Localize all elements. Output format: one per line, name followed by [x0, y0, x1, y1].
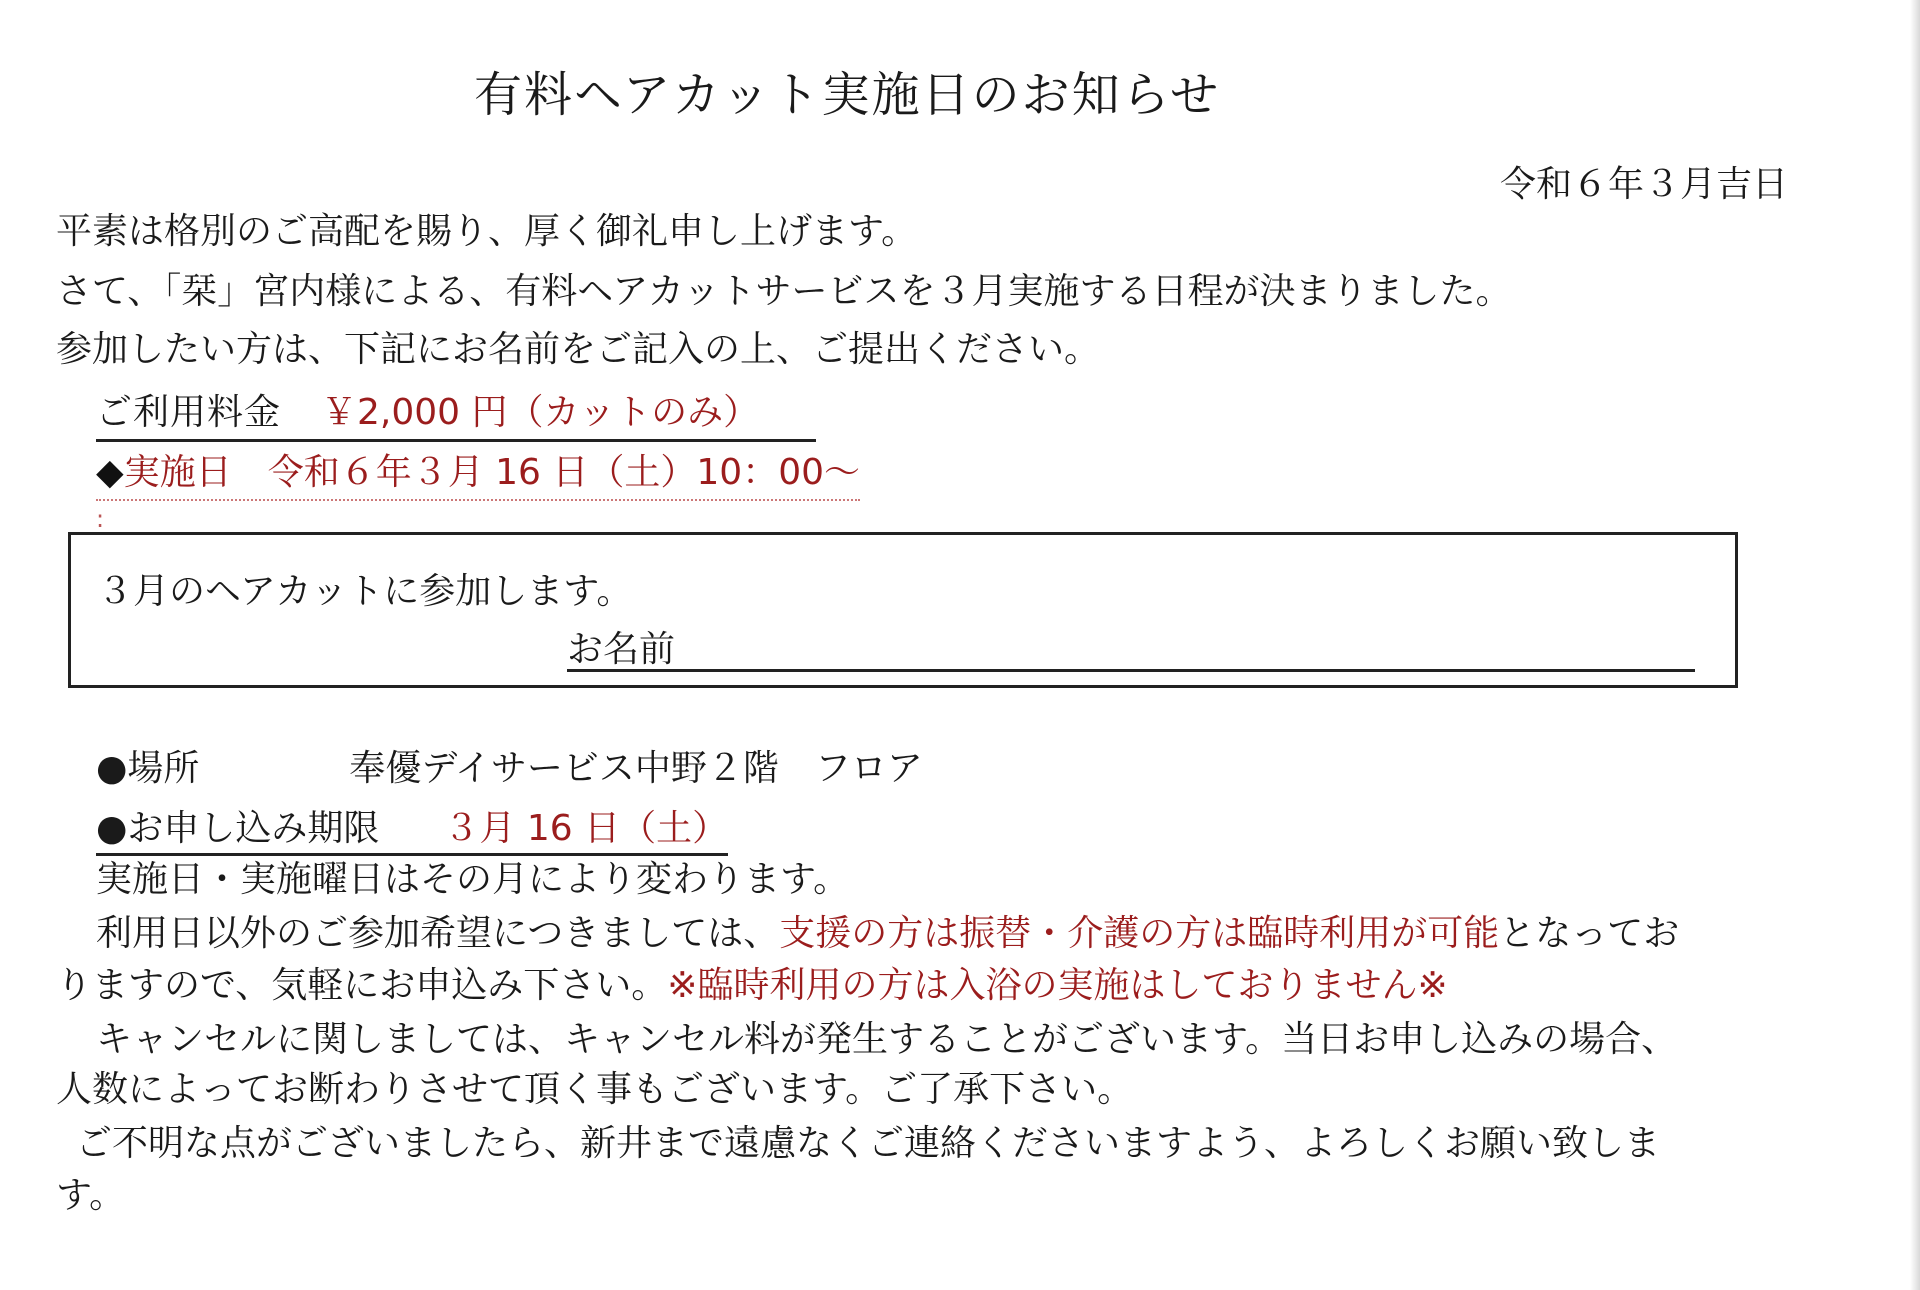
note-line-7: す。: [56, 1175, 126, 1216]
participation-statement: ３月のヘアカットに参加します。: [97, 571, 633, 612]
document-title: 有料ヘアカット実施日のお知らせ: [474, 67, 1221, 123]
note-line-2-pre: 利用日以外のご参加希望につきましては、: [96, 913, 780, 954]
deadline-underlined: [96, 800, 728, 856]
fee-label: ご利用料金: [96, 392, 282, 433]
note-line-1: 実施日・実施曜日はその月により変わります。: [96, 859, 850, 900]
place-label: ●場所: [96, 748, 200, 789]
page-edge-shadow: [1910, 0, 1920, 1290]
deadline-label: ●お申し込み期限: [96, 808, 380, 849]
fee-price: ￥2,000 円（カットのみ）: [321, 392, 760, 433]
note-line-2-highlight: 支援の方は振替・介護の方は臨時利用が可能: [779, 913, 1500, 954]
intro-line-1: 平素は格別のご高配を賜り、厚く御礼申し上げます。: [56, 211, 918, 252]
place-value: 奉優デイサービス中野２階 フロア: [349, 748, 923, 789]
dot-marker: :: [96, 505, 105, 533]
place-row: [96, 740, 923, 791]
note-line-3-pre: りますので、気軽にお申込み下さい。: [56, 965, 668, 1006]
implementation-date: 実施日 令和６年３月 16 日（土）10：00～: [123, 452, 861, 493]
deadline-value: ３月 16 日（土）: [443, 808, 729, 849]
entry-form-box: [68, 532, 1738, 688]
note-line-2: [96, 912, 1679, 956]
name-label: お名前: [567, 629, 676, 670]
intro-line-3: 参加したい方は、下記にお名前をご記入の上、ご提出ください。: [56, 329, 1101, 370]
fee-row: [96, 384, 816, 442]
note-line-3: [56, 964, 1448, 1008]
note-line-6: ご不明な点がございましたら、新井まで遠慮なくご連絡くださいますよう、よろしくお願い致しま: [76, 1123, 1661, 1164]
name-entry-line[interactable]: [567, 669, 1695, 672]
note-line-4: キャンセルに関しましては、キャンセル料が発生することがございます。当日お申し込みの場合、: [96, 1019, 1678, 1060]
intro-line-2: さて、「栞」宮内様による、有料ヘアカットサービスを３月実施する日程が決まりました。: [56, 271, 1512, 312]
diamond-bullet-icon: ◆: [96, 452, 124, 493]
note-line-3-highlight: ※臨時利用の方は入浴の実施はしておりません※: [667, 965, 1448, 1006]
note-line-2-post: となってお: [1499, 913, 1680, 954]
note-line-5: 人数によってお断わりさせて頂く事もございます。ご了承下さい。: [56, 1069, 1134, 1110]
implementation-date-row: [96, 444, 860, 501]
deadline-row: [96, 800, 728, 856]
issue-date: 令和６年３月吉日: [1500, 164, 1789, 205]
